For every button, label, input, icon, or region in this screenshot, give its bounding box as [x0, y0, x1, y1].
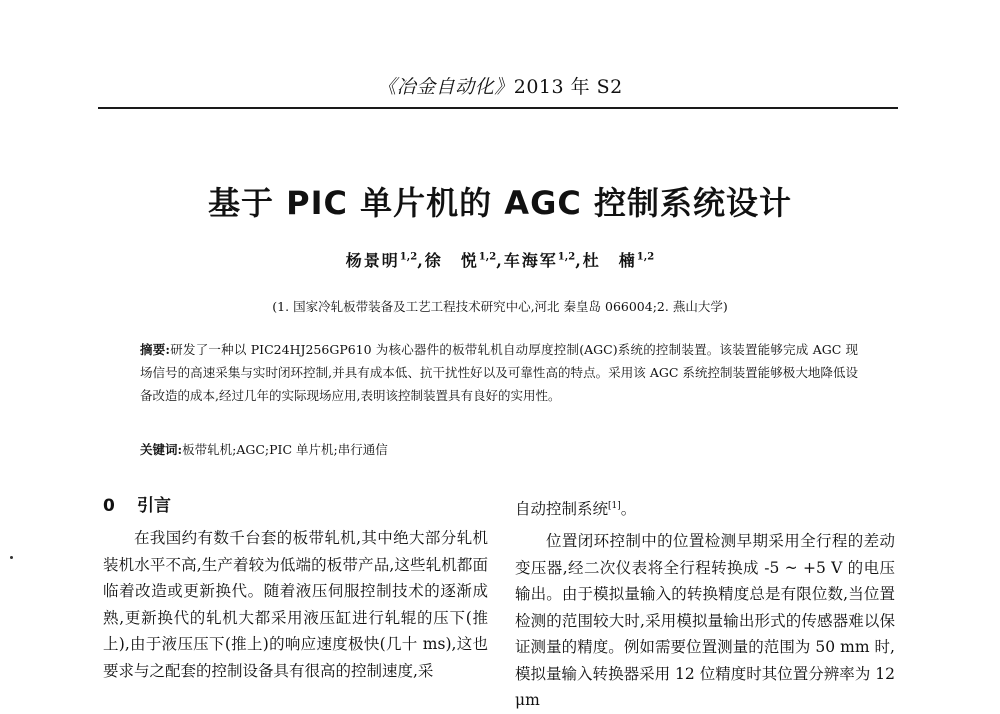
abstract — [140, 338, 858, 407]
author-name: 徐 悦 — [424, 251, 479, 270]
author-name: 杜 楠 — [582, 251, 637, 270]
citation-mark: [1] — [608, 501, 621, 511]
author-affil-mark: 1,2 — [557, 251, 576, 263]
keywords-text: 板带轧机;AGC;PIC 单片机;串行通信 — [182, 442, 388, 457]
author-name: 杨景明 — [345, 251, 400, 270]
continued-text: 自动控制系统 — [515, 500, 609, 519]
journal-name: 《冶金自动化》 — [377, 76, 514, 98]
journal-issue: 2013 年 S2 — [513, 76, 623, 98]
body-paragraph: 位置闭环控制中的位置检测早期采用全行程的差动变压器,经二次仪表将全行程转换成 -5 ~ +5 V 的电压输出。由于模拟量输入的转换精度总是有限位数,当位置检测的范围较大时,采用模拟量输出形式的传感器难以保证测量的精度。例如需要位置测量的范围为 50 mm 时,模拟量输入转换器采用 12 位精度时其位置分辨率为 12 μm — [515, 532, 895, 710]
continued-end: 。 — [620, 500, 637, 519]
keywords — [140, 438, 858, 461]
abstract-text: 研发了一种以 PIC24HJ256GP610 为核心器件的板带轧机自动厚度控制(AGC)系统的控制装置。该装置能够完成 AGC 现场信号的高速采集与实时闭环控制,并具有成本低、抗干扰性好以及可靠性高的特点。采用该 AGC 系统控制装置能够极大地降低设备改造的成本,经过几年的实际现场应用,表明该控制装置具有良好的实用性。 — [140, 342, 858, 403]
left-column — [103, 493, 488, 684]
keywords-label: 关键词: — [140, 442, 183, 457]
scan-speck — [10, 556, 13, 559]
abstract-label: 摘要: — [140, 342, 171, 357]
right-column — [515, 493, 895, 714]
author-affil-mark: 1,2 — [636, 251, 655, 263]
section-heading — [103, 493, 488, 519]
section-number: 0 — [103, 496, 115, 516]
body-paragraph: 在我国约有数千台套的板带轧机,其中绝大部分轧机装机水平不高,生产着较为低端的板带产品,这些轧机都面临着改造或更新换代。随着液压伺服控制技术的逐渐成熟,更新换代的轧机大都采用液压缸进行轧辊的压下(推上),由于液压压下(推上)的响应速度极快(几十 ms),这也要求与之配套的控制设备具有很高的控制速度,采 — [103, 529, 488, 680]
author-list: 杨景明$^{1,2}$,徐 悦$^{1,2}$,车海军$^{1,2}$,杜 楠$^{1,2}$ — [345, 251, 655, 270]
author-name: 车海军 — [503, 251, 558, 270]
author-affil-mark: 1,2 — [478, 251, 497, 263]
paper-title: 基于 PIC 单片机的 AGC 控制系统设计 — [208, 184, 792, 222]
section-title: 引言 — [137, 496, 171, 516]
header-rule — [98, 107, 898, 109]
continued-line — [515, 493, 895, 522]
running-header — [0, 72, 1000, 99]
author-affil-mark: 1,2 — [399, 251, 418, 263]
affiliation: (1. 国家冷轧板带装备及工艺工程技术研究中心,河北 秦皇岛 066004;2. 燕山大学) — [272, 299, 728, 314]
